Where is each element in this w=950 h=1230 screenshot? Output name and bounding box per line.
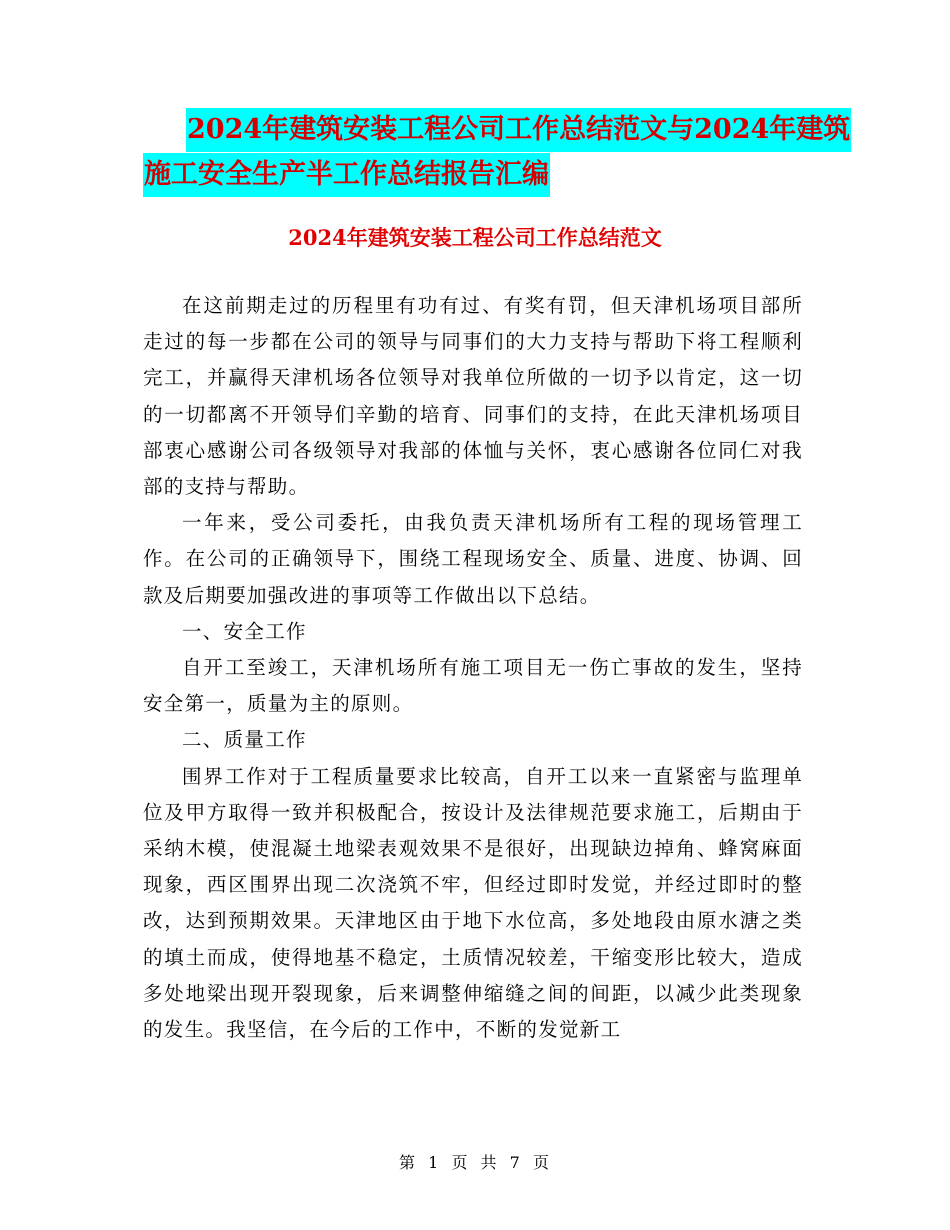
paragraph-overview: 一年来，受公司委托，由我负责天津机场所有工程的现场管理工作。在公司的正确领导下，围绕工程现场安全、质量、进度、协调、回款及后期要加强改进的事项等工作做出以下总结。	[143, 511, 803, 607]
main-title-line-2: 施工安全生产半工作总结报告汇编	[143, 153, 550, 197]
section-title: 2024年建筑安装工程公司工作总结范文	[288, 225, 662, 250]
footer-page-word: 页	[451, 1153, 470, 1172]
heading-quality: 二、质量工作	[182, 728, 307, 752]
body-text	[143, 288, 803, 1048]
paragraph-intro: 在这前期走过的历程里有功有过、有奖有罚，但天津机场项目部所走过的每一步都在公司的领导与同事们的大力支持与帮助下将工程顺利完工，并赢得天津机场各位领导对我单位所做的一切予以肯定，这一切的一切都离不开领导们辛勤的培育、同事们的支持，在此天津机场项目部衷心感谢公司各级领导对我部的体恤与关怀，衷心感谢各位同仁对我部的支持与帮助。	[143, 294, 803, 499]
paragraph-safety: 自开工至竣工，天津机场所有施工项目无一伤亡事故的发生，坚持安全第一，质量为主的原则。	[143, 656, 803, 716]
footer-total-word: 共	[480, 1153, 499, 1172]
paragraph-quality: 围界工作对于工程质量要求比较高，自开工以来一直紧密与监理单位及甲方取得一致并积极配合，按设计及法律规范要求施工，后期由于采纳木模，使混凝土地梁表观效果不是很好，出现缺边掉角、蜂窝麻面现象，西区围界出现二次浇筑不牢，但经过即时发觉，并经过即时的整改，达到预期效果。天津地区由于地下水位高，多处地段由原水溏之类的填土而成，使得地基不稳定，土质情况较差，干缩变形比较大，造成多处地梁出现开裂现象，后来调整伸缩缝之间的间距，以减少此类现象的发生。我坚信，在今后的工作中，不断的发觉新工	[143, 764, 803, 1042]
footer-suffix: 页	[532, 1153, 551, 1172]
heading-safety: 一、安全工作	[182, 619, 307, 643]
page-footer	[0, 1150, 950, 1173]
main-title-line-1: 2024年建筑安装工程公司工作总结范文与2024年建筑	[186, 108, 851, 152]
footer-current-page: 1	[428, 1153, 441, 1172]
footer-prefix: 第	[399, 1153, 418, 1172]
footer-total-pages: 7	[509, 1153, 522, 1172]
